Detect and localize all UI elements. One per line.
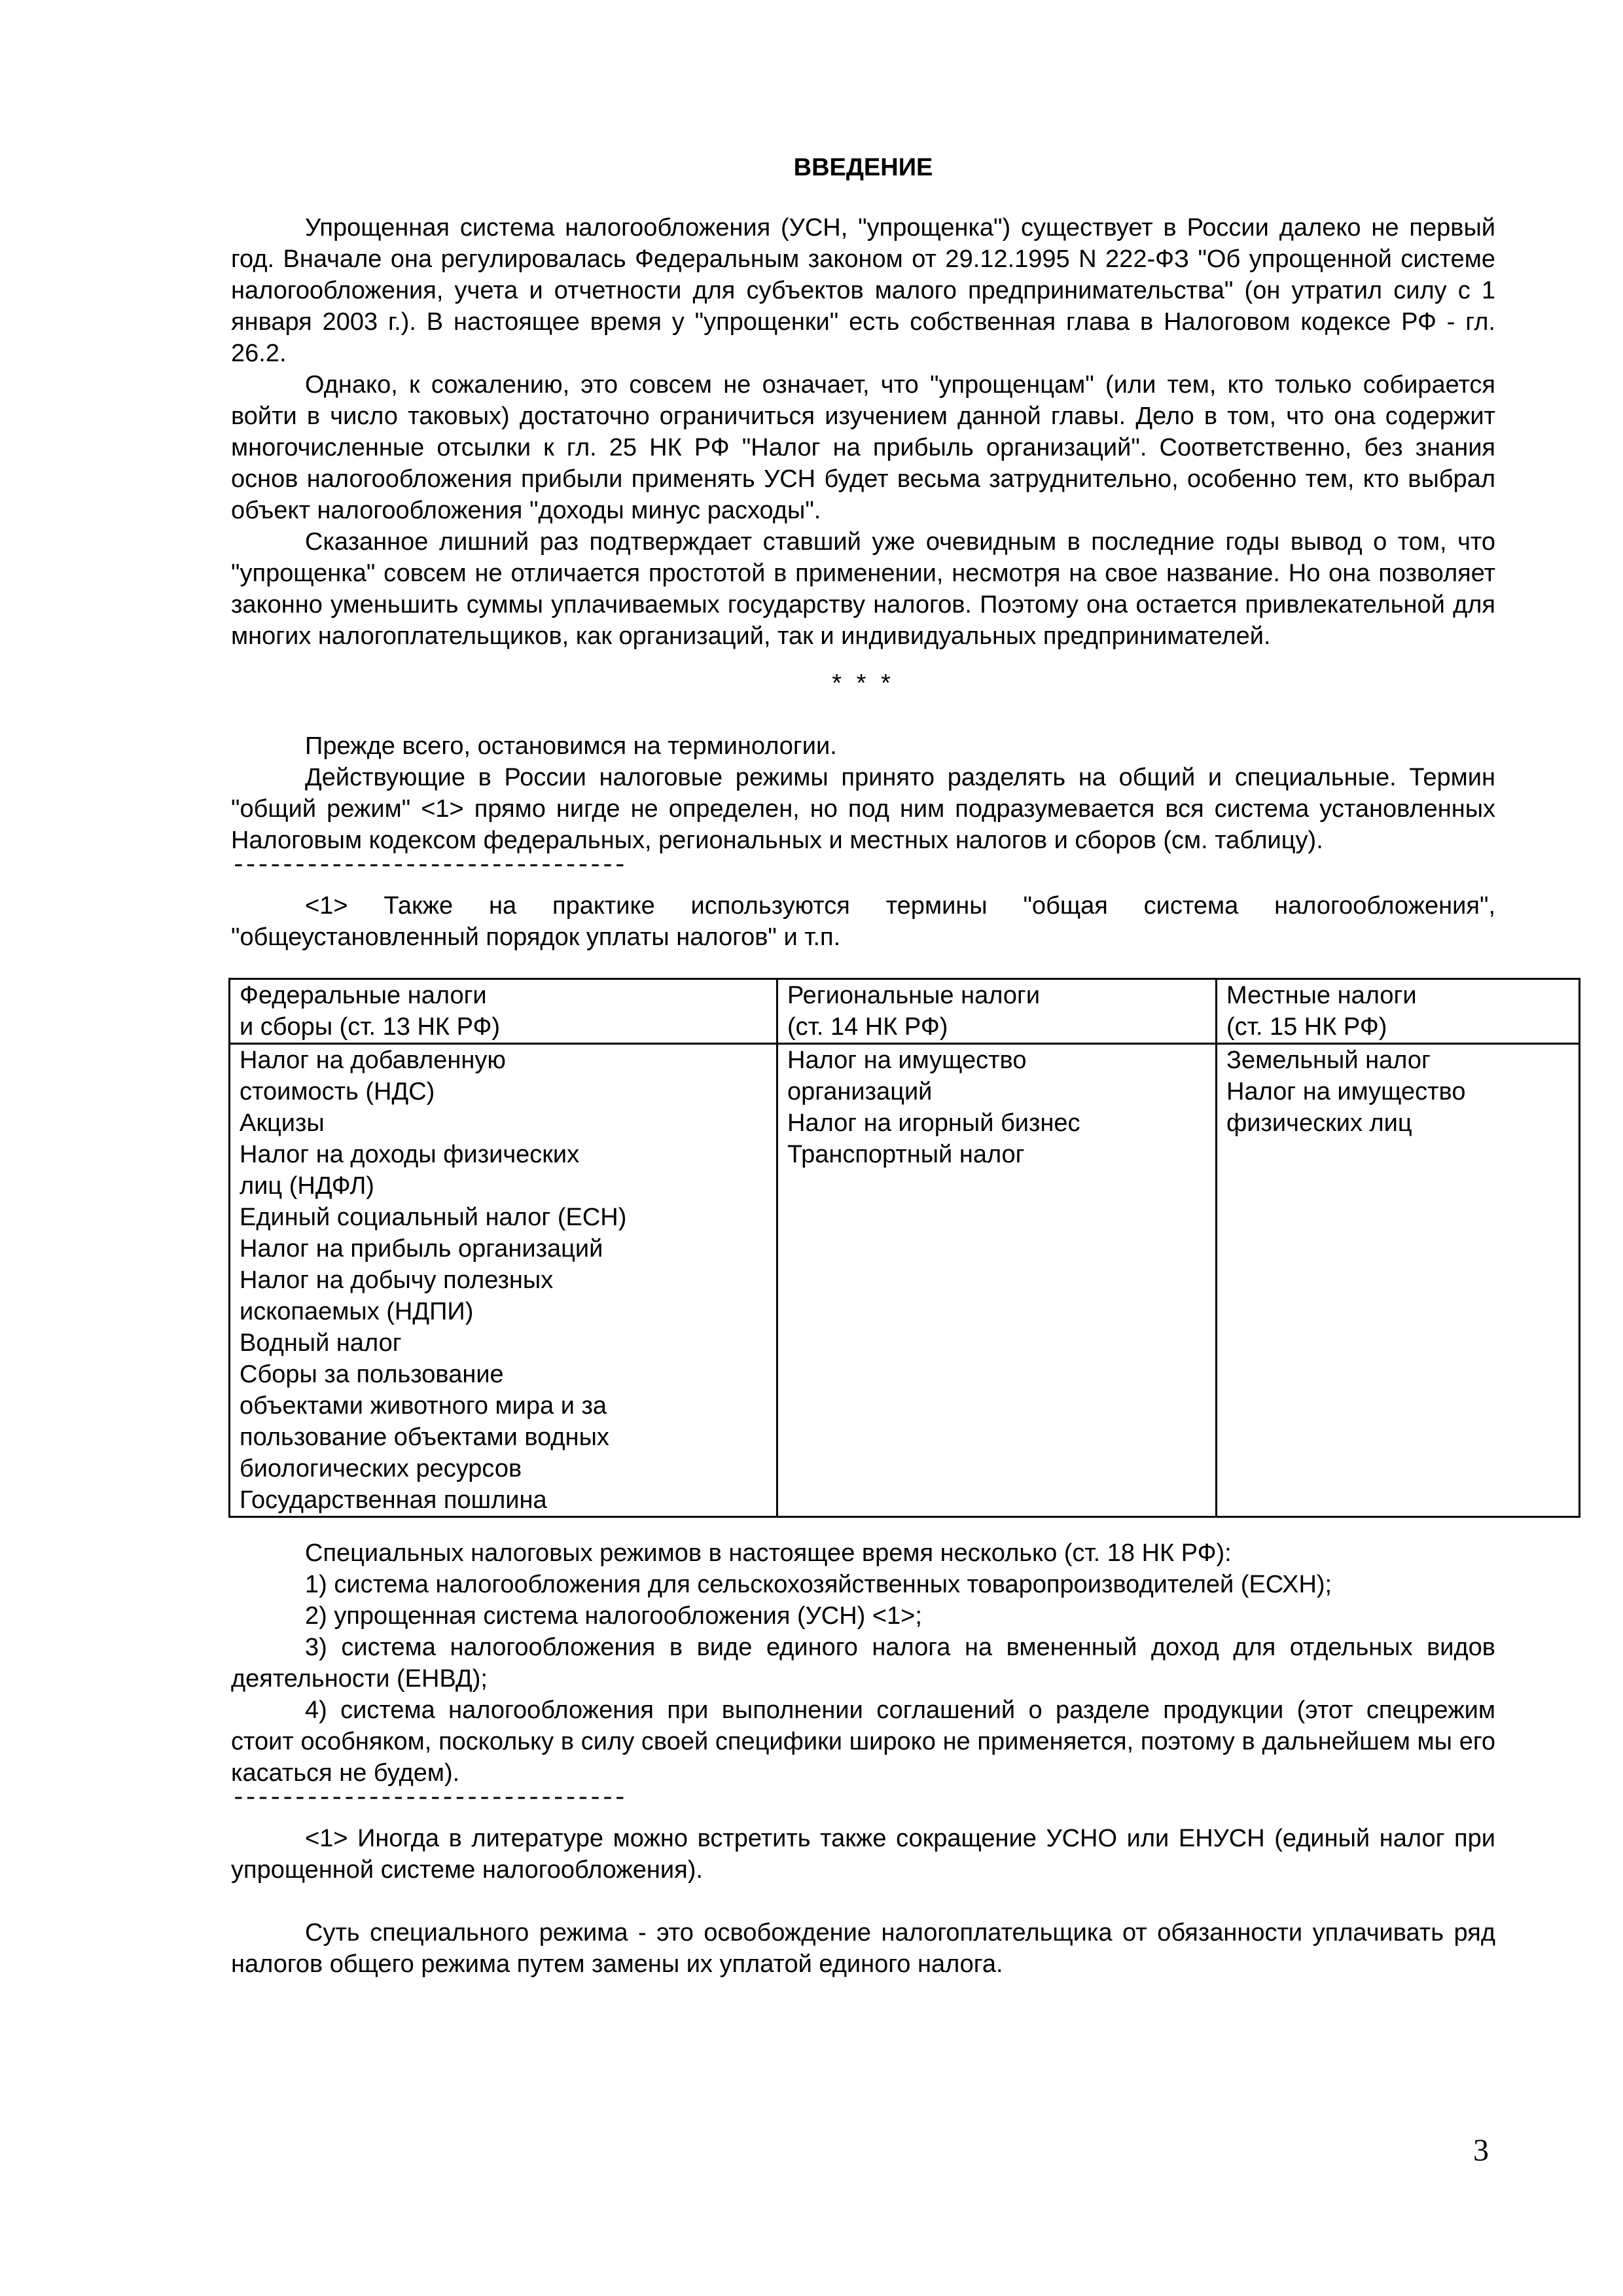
regional-tax-line: Налог на игорный бизнес: [787, 1109, 1080, 1137]
federal-tax-line: биологических ресурсов: [240, 1455, 522, 1482]
local-header-line-2: (ст. 15 НК РФ): [1226, 1013, 1387, 1041]
federal-tax-line: Водный налог: [240, 1329, 402, 1357]
federal-tax-line: стоимость (НДС): [240, 1078, 435, 1105]
footnote-rule-2: --------------------------------: [231, 1789, 625, 1808]
regional-tax-line: Транспортный налог: [787, 1141, 1025, 1168]
page-number: 3: [1473, 2133, 1489, 2168]
federal-tax-line: Акцизы: [240, 1109, 325, 1137]
regional-taxes-cell: [777, 1044, 1217, 1517]
tax-table-body-row: [230, 1044, 1580, 1517]
special-regime-item-3: 3) система налогообложения в виде единого налога на вмененный доход для отдельных видов деятельности (ЕНВД);: [231, 1634, 1495, 1693]
federal-header-line-2: и сборы (ст. 13 НК РФ): [240, 1013, 501, 1041]
tax-table: [228, 978, 1580, 1518]
federal-tax-line: объектами животного мира и за: [240, 1392, 607, 1420]
federal-tax-line: Налог на добычу полезных: [240, 1266, 554, 1294]
regional-header-line-1: Региональные налоги: [787, 982, 1041, 1009]
terminology-paragraph-2: Действующие в России налоговые режимы принято разделять на общий и специальные. Термин "общий режим" <1> прямо нигде не определен, но под ним подразумевается вся система установленных Налоговым кодексом федеральных, региональных и местных налогов и сборов (см. таблицу).: [231, 764, 1495, 854]
closing-paragraph: Суть специального режима - это освобождение налогоплательщика от обязанности уплачивать ряд налогов общего режима путем замены их уплатой единого налога.: [231, 1919, 1495, 1978]
footnote-2: <1> Иногда в литературе можно встретить также сокращение УСНО или ЕНУСН (единый налог при упрощенной системе налогообложения).: [231, 1825, 1495, 1884]
federal-tax-line: Налог на добавленную: [240, 1047, 506, 1074]
footnote-rule-1: --------------------------------: [231, 856, 625, 876]
intro-paragraph-3: Сказанное лишний раз подтверждает ставший уже очевидным в последние годы вывод о том, что "упрощенка" совсем не отличается простотой в применении, несмотря на свое название. Но она позволяет законно уменьшить суммы уплачиваемых государству налогов. Поэтому она остается привлекательной для многих налогоплательщиков, как организаций, так и индивидуальных предпринимателей.: [231, 528, 1495, 650]
intro-paragraph-1: Упрощенная система налогообложения (УСН, "упрощенка") существует в России далеко не первый год. Вначале она регулировалась Федеральным законом от 29.12.1995 N 222-ФЗ "Об упрощенной системе налогообложения, учета и отчетности для субъектов малого предпринимательства" (он утратил силу с 1 января 2003 г.). В настоящее время у "упрощенки" есть собственная глава в Налоговом кодексе РФ - гл. 26.2.: [231, 214, 1495, 367]
special-regime-item-4: 4) система налогообложения при выполнении соглашений о разделе продукции (этот спецрежим стоит особняком, поскольку в силу своей специфики широко не применяется, поэтому в дальнейшем мы его касаться не будем).: [231, 1696, 1495, 1787]
regional-tax-line: организаций: [787, 1078, 933, 1105]
federal-taxes-cell: [230, 1044, 777, 1517]
local-taxes-header: [1217, 979, 1580, 1044]
regional-header-line-2: (ст. 14 НК РФ): [787, 1013, 948, 1041]
federal-tax-line: Единый социальный налог (ЕСН): [240, 1204, 627, 1231]
intro-paragraph-2: Однако, к сожалению, это совсем не означает, что "упрощенцам" (или тем, кто только собирается войти в число таковых) достаточно ограничиться изучением данной главы. Дело в том, что она содержит многочисленные отсылки к гл. 25 НК РФ "Налог на прибыль организаций". Соответственно, без знания основ налогообложения прибыли применять УСН будет весьма затруднительно, особенно тем, кто выбрал объект налогообложения "доходы минус расходы".: [231, 371, 1495, 524]
local-header-line-1: Местные налоги: [1226, 982, 1417, 1009]
section-heading: ВВЕДЕНИЕ: [793, 154, 933, 181]
special-regime-item-2: 2) упрощенная система налогообложения (УСН) <1>;: [305, 1602, 922, 1630]
federal-tax-line: Налог на прибыль организаций: [240, 1235, 603, 1263]
local-taxes-cell: [1217, 1044, 1580, 1517]
federal-taxes-header: [230, 979, 777, 1044]
regional-taxes-header: [777, 979, 1217, 1044]
footnote-1: <1> Также на практике используются термины "общая система налогообложения", "общеустановленный порядок уплаты налогов" и т.п.: [231, 892, 1495, 951]
federal-tax-line: пользование объектами водных: [240, 1424, 609, 1451]
regional-tax-line: Налог на имущество: [787, 1047, 1027, 1074]
section-separator: * * *: [832, 670, 895, 697]
special-regimes-intro: Специальных налоговых режимов в настоящее время несколько (ст. 18 НК РФ):: [305, 1539, 1232, 1567]
page-content: [231, 152, 1495, 1980]
federal-tax-line: Налог на доходы физических: [240, 1141, 580, 1168]
federal-tax-line: Сборы за пользование: [240, 1361, 504, 1388]
special-regime-item-1: 1) система налогообложения для сельскохозяйственных товаропроизводителей (ЕСХН);: [305, 1571, 1332, 1598]
local-tax-line: Налог на имущество: [1226, 1078, 1466, 1105]
tax-table-header-row: [230, 979, 1580, 1044]
terminology-paragraph-1: Прежде всего, остановимся на терминологии.: [305, 732, 837, 760]
local-tax-line: Земельный налог: [1226, 1047, 1431, 1074]
local-tax-line: физических лиц: [1226, 1109, 1412, 1137]
federal-tax-line: Государственная пошлина: [240, 1486, 547, 1514]
federal-tax-line: лиц (НДФЛ): [240, 1172, 374, 1200]
federal-header-line-1: Федеральные налоги: [240, 982, 487, 1009]
federal-tax-line: ископаемых (НДПИ): [240, 1298, 474, 1325]
